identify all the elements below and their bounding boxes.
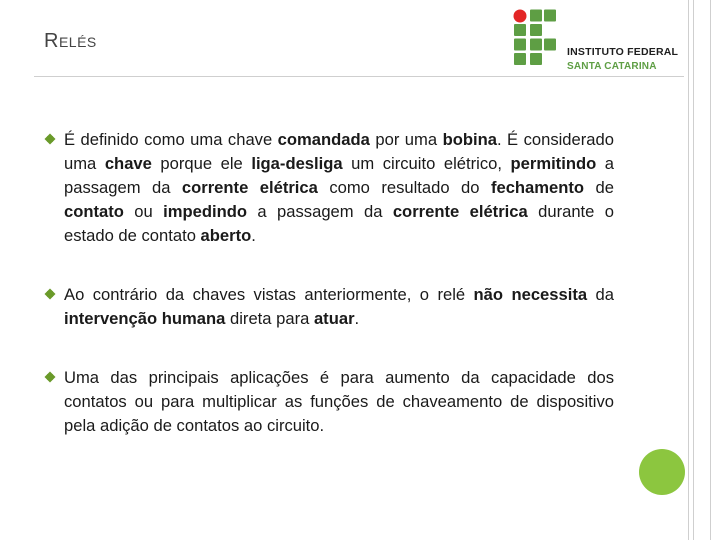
bold-term: impedindo [163,202,248,221]
bold-term: bobina [442,130,497,149]
bold-term: comandada [277,130,370,149]
institution-logo [510,8,690,70]
text-segment: um circuito elétrico, [342,154,511,173]
bullet-text [64,128,614,248]
text-segment: Ao contrário da chaves vistas anteriormente, o relé [64,285,474,304]
bold-term: fechamento [490,178,585,197]
text-segment: Uma das principais aplicações é para aumento da capacidade dos contatos ou para multiplicar as funções de chaveamento de dispositivo pela adição de contatos ao circuito. [64,368,614,435]
bold-term: aberto [200,226,252,245]
bold-term: liga-desliga [251,154,343,173]
ifsc-logo-icon [510,8,560,68]
bold-term: contato [64,202,124,221]
decorative-rail [693,0,694,540]
bullet-item [44,366,614,438]
diamond-bullet-icon [44,288,56,300]
decorative-rail [710,0,711,540]
logo-text-line2: SANTA CATARINA [567,61,657,72]
bold-term: atuar [313,309,355,328]
bold-term: corrente elétrica [392,202,528,221]
bullet-text [64,283,614,331]
slide-title: Relés [44,30,97,52]
bullet-list [44,128,614,438]
text-segment: a passagem da [247,202,393,221]
text-segment: como resultado do [317,178,491,197]
bold-term: chave [104,154,152,173]
logo-text-line1: INSTITUTO FEDERAL [567,46,679,58]
text-segment: É definido como uma chave [64,130,278,149]
decorative-rail [688,0,689,540]
diamond-bullet-icon [44,371,56,383]
diamond-bullet-icon [44,133,56,145]
bullet-text [64,366,614,438]
bold-term: não necessita [473,285,588,304]
text-segment: da [587,285,614,304]
text-segment: por uma [369,130,443,149]
text-segment: de [584,178,614,197]
bold-term: intervenção humana [64,309,226,328]
bold-term: permitindo [510,154,597,173]
text-segment: . É considerado uma [64,130,614,173]
text-segment: a passagem da [64,154,615,197]
text-segment: durante o estado de contato [64,202,615,245]
text-segment: . [251,226,256,245]
bullet-item [44,283,614,331]
text-segment: ou [123,202,164,221]
bullet-item [44,128,614,248]
title-divider [34,76,684,77]
bold-term: corrente elétrica [181,178,318,197]
text-segment: direta para [225,309,314,328]
text-segment: . [354,309,360,328]
green-circle-ornament [639,449,685,495]
text-segment: porque ele [151,154,252,173]
